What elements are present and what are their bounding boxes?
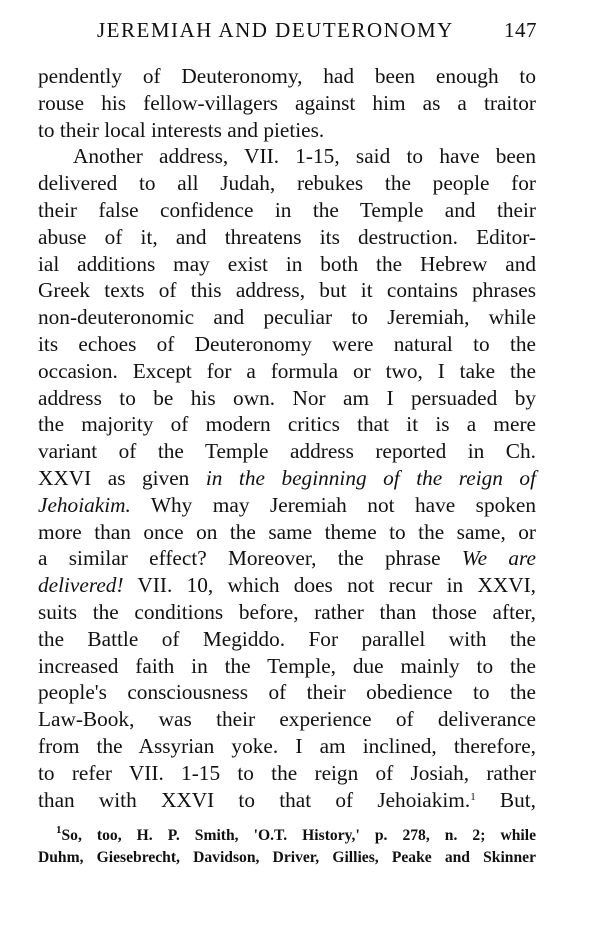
text-line: variant of the Temple address reported in Ch. — [38, 439, 536, 464]
page-number: 147 — [504, 18, 537, 42]
footnote-text: So, too, H. P. Smith, 'O.T. History,' p. 278, n. 2; while — [61, 827, 536, 844]
text-segment: than with XXVI to that of Jehoiakim. — [38, 787, 471, 812]
text-line: pendently of Deuteronomy, had been enough to — [38, 64, 536, 88]
text-line — [38, 545, 536, 572]
text-line — [38, 465, 536, 492]
running-title: JEREMIAH AND DEUTERONOMY — [97, 18, 454, 42]
text-segment: VII. 10, which does not recur in XXVI, — [123, 573, 536, 598]
text-line: increased faith in the Temple, due mainly to the — [38, 653, 536, 678]
body-text — [38, 63, 536, 813]
text-line: from the Assyrian yoke. I am inclined, therefore, — [38, 733, 536, 758]
italic-quote: in the beginning of the reign of — [205, 465, 536, 490]
footnote-reference: 1 — [470, 790, 476, 803]
text-line: address to be his own. Nor am I persuaded by — [38, 385, 536, 410]
italic-quote: Jehoiakim. — [38, 492, 131, 517]
text-segment: XXVI as given — [38, 465, 206, 490]
text-segment: a similar effect? Moreover, the phrase — [38, 546, 462, 571]
text-line — [38, 492, 536, 519]
text-line: Greek texts of this address, but it contains phrases — [38, 278, 536, 303]
running-head — [97, 18, 537, 48]
text-line: delivered to all Judah, rebukes the people for — [38, 171, 536, 196]
text-line: abuse of it, and threatens its destruction. Editor- — [38, 224, 536, 249]
text-line: the Battle of Megiddo. For parallel with the — [38, 626, 536, 651]
footnote-line: Duhm, Giesebrecht, Davidson, Driver, Gillies, Peake and Skinner — [38, 849, 536, 866]
italic-quote: delivered! — [38, 573, 124, 598]
text-line: to refer VII. 1-15 to the reign of Josiah, rather — [38, 760, 536, 785]
text-line: Law-Book, was their experience of deliverance — [38, 707, 536, 732]
text-line: occasion. Except for a formula or two, I take the — [38, 358, 536, 383]
footnote-marker: 1 — [56, 824, 62, 836]
text-line: more than once on the same theme to the same, or — [38, 519, 536, 544]
text-line — [38, 787, 536, 814]
text-line: to their local interests and pieties. — [38, 117, 325, 142]
text-line: rouse his fellow-villagers against him as a traitor — [38, 90, 536, 115]
text-line: their false confidence in the Temple and their — [38, 197, 536, 222]
italic-quote: We are — [461, 546, 536, 571]
text-segment: Why may Jeremiah not have spoken — [130, 492, 536, 517]
paragraph-start-line: Another address, VII. 1-15, said to have been — [73, 144, 536, 169]
text-line — [38, 572, 536, 599]
footnote — [38, 825, 536, 869]
text-line: its echoes of Deuteronomy were natural to the — [38, 331, 536, 356]
text-line: ial additions may exist in both the Hebrew and — [38, 251, 536, 276]
text-segment: But, — [475, 787, 537, 812]
text-line: people's consciousness of their obedience to the — [38, 680, 536, 705]
text-line: suits the conditions before, rather than those after, — [38, 599, 536, 624]
text-line: non-deuteronomic and peculiar to Jeremiah, while — [38, 305, 536, 330]
text-line: the majority of modern critics that it is a mere — [38, 412, 536, 437]
footnote-line — [38, 825, 536, 847]
